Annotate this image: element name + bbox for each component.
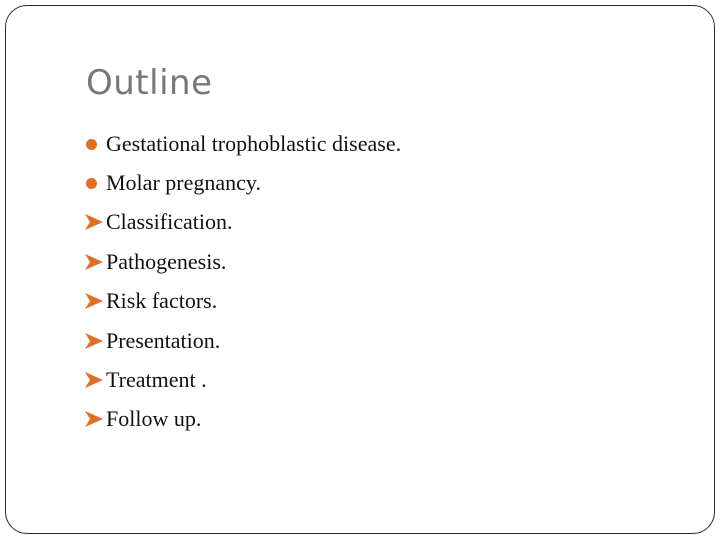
dot-icon bbox=[84, 172, 106, 194]
arrowhead-icon bbox=[84, 408, 106, 430]
slide-title: Outline bbox=[86, 63, 213, 103]
arrowhead-icon bbox=[84, 330, 106, 352]
list-item bbox=[84, 163, 401, 202]
arrowhead-icon bbox=[84, 290, 106, 312]
list-item bbox=[84, 203, 401, 242]
dot-icon bbox=[84, 133, 106, 155]
list-item bbox=[84, 321, 401, 360]
list-item bbox=[84, 400, 401, 439]
arrowhead-icon bbox=[84, 211, 106, 233]
list-item-text: Gestational trophoblastic disease. bbox=[106, 130, 402, 156]
list-item-text: Treatment . bbox=[106, 367, 207, 393]
list-item bbox=[84, 360, 401, 399]
arrowhead-icon bbox=[84, 369, 106, 391]
list-item-text: Risk factors. bbox=[106, 288, 218, 314]
list-item-text: Pathogenesis. bbox=[106, 248, 227, 274]
list-item-text: Classification. bbox=[106, 209, 233, 235]
list-item bbox=[84, 242, 401, 281]
arrowhead-icon bbox=[84, 251, 106, 273]
list-item bbox=[84, 282, 401, 321]
list-item-text: Follow up. bbox=[106, 406, 202, 432]
list-item-text: Presentation. bbox=[106, 327, 221, 353]
list-item-text: Molar pregnancy. bbox=[106, 170, 261, 196]
list-item bbox=[84, 124, 401, 163]
bullet-list bbox=[84, 124, 401, 439]
slide bbox=[5, 5, 715, 534]
